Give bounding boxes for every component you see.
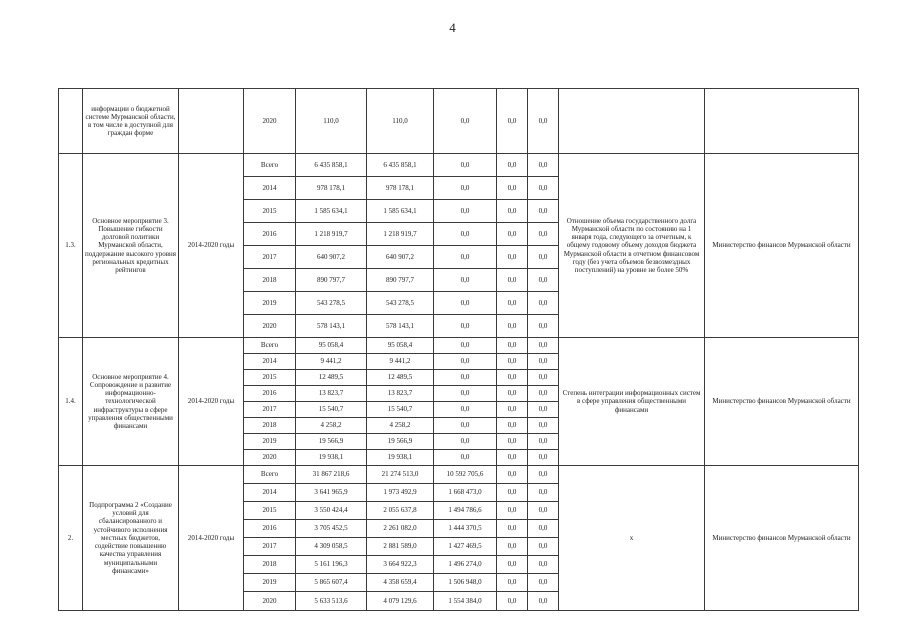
- local-budget-amount: 0,0: [497, 292, 528, 315]
- table-row: [59, 154, 859, 177]
- total-amount: 5 865 607,4: [296, 574, 367, 592]
- year-cell: 2014: [244, 177, 296, 200]
- federal-budget-amount: 1 496 274,0: [434, 556, 497, 574]
- page-number: 4: [449, 20, 456, 35]
- other-sources-amount: 0,0: [528, 466, 559, 484]
- other-sources-amount: 0,0: [528, 450, 559, 466]
- other-sources-amount: 0,0: [528, 315, 559, 338]
- regional-budget-amount: 543 278,5: [367, 292, 434, 315]
- other-sources-amount: 0,0: [528, 354, 559, 370]
- year-cell: 2014: [244, 484, 296, 502]
- federal-budget-amount: 10 592 705,6: [434, 466, 497, 484]
- year-cell: 2018: [244, 418, 296, 434]
- regional-budget-amount: 95 058,4: [367, 338, 434, 354]
- year-cell: 2020: [244, 592, 296, 611]
- federal-budget-amount: 0,0: [434, 450, 497, 466]
- total-amount: 890 797,7: [296, 269, 367, 292]
- period: 2014-2020 годы: [179, 466, 244, 611]
- regional-budget-amount: 2 055 637,8: [367, 502, 434, 520]
- other-sources-amount: 0,0: [528, 370, 559, 386]
- executor: Министерство финансов Мурманской области: [705, 338, 859, 466]
- total-amount: 12 489,5: [296, 370, 367, 386]
- period: 2014-2020 годы: [179, 338, 244, 466]
- year-cell: 2020: [244, 315, 296, 338]
- other-sources-amount: 0,0: [528, 292, 559, 315]
- federal-budget-amount: 0,0: [434, 370, 497, 386]
- continuation-period-cell: [179, 89, 244, 154]
- federal-budget-amount: 0,0: [434, 154, 497, 177]
- regional-budget-amount: 3 664 922,3: [367, 556, 434, 574]
- other-sources-amount: 0,0: [528, 338, 559, 354]
- row-number: 1.4.: [59, 338, 83, 466]
- local-budget-amount: 0,0: [497, 386, 528, 402]
- local-budget-amount: 0,0: [497, 269, 528, 292]
- other-sources-amount: 0,0: [528, 402, 559, 418]
- continuation-num-cell: [59, 89, 83, 154]
- federal-budget-amount: 0,0: [434, 200, 497, 223]
- year-cell: 2018: [244, 269, 296, 292]
- federal-budget-amount: 0,0: [434, 338, 497, 354]
- other-sources-amount: 0,0: [528, 269, 559, 292]
- total-amount: 978 178,1: [296, 177, 367, 200]
- continuation-executor-cell: [705, 89, 859, 154]
- other-sources-amount: 0,0: [528, 386, 559, 402]
- continuation-federal: 0,0: [434, 89, 497, 154]
- total-amount: 13 823,7: [296, 386, 367, 402]
- regional-budget-amount: 978 178,1: [367, 177, 434, 200]
- local-budget-amount: 0,0: [497, 556, 528, 574]
- local-budget-amount: 0,0: [497, 574, 528, 592]
- other-sources-amount: 0,0: [528, 592, 559, 611]
- federal-budget-amount: 0,0: [434, 354, 497, 370]
- local-budget-amount: 0,0: [497, 418, 528, 434]
- year-cell: 2017: [244, 538, 296, 556]
- total-amount: 640 907,2: [296, 246, 367, 269]
- local-budget-amount: 0,0: [497, 200, 528, 223]
- other-sources-amount: 0,0: [528, 246, 559, 269]
- program-table: [58, 88, 859, 611]
- year-cell: Всего: [244, 338, 296, 354]
- local-budget-amount: 0,0: [497, 223, 528, 246]
- federal-budget-amount: 1 554 384,0: [434, 592, 497, 611]
- table-row: [59, 466, 859, 484]
- year-cell: 2016: [244, 520, 296, 538]
- other-sources-amount: 0,0: [528, 484, 559, 502]
- continuation-name: информации о бюджетной системе Мурманской области, в том числе в доступной для граждан форме: [83, 89, 179, 154]
- table-row: [59, 338, 859, 354]
- federal-budget-amount: 1 427 469,5: [434, 538, 497, 556]
- total-amount: 5 633 513,6: [296, 592, 367, 611]
- total-amount: 3 550 424,4: [296, 502, 367, 520]
- row-number: 2.: [59, 466, 83, 611]
- total-amount: 19 938,1: [296, 450, 367, 466]
- total-amount: 1 585 634,1: [296, 200, 367, 223]
- total-amount: 31 867 218,6: [296, 466, 367, 484]
- executor: Министерство финансов Мурманской области: [705, 154, 859, 338]
- period: 2014-2020 годы: [179, 154, 244, 338]
- local-budget-amount: 0,0: [497, 434, 528, 450]
- local-budget-amount: 0,0: [497, 402, 528, 418]
- total-amount: 3 641 965,9: [296, 484, 367, 502]
- regional-budget-amount: 1 585 634,1: [367, 200, 434, 223]
- total-amount: 19 566,9: [296, 434, 367, 450]
- regional-budget-amount: 1 973 492,9: [367, 484, 434, 502]
- local-budget-amount: 0,0: [497, 466, 528, 484]
- activity-name: Основное мероприятие 4. Сопровождение и развитие информационно-технологической инфраструктуры в сфере управления общественными финансами: [83, 338, 179, 466]
- federal-budget-amount: 1 668 473,0: [434, 484, 497, 502]
- regional-budget-amount: 6 435 858,1: [367, 154, 434, 177]
- indicator: х: [559, 466, 705, 611]
- total-amount: 3 705 452,5: [296, 520, 367, 538]
- row-number: 1.3.: [59, 154, 83, 338]
- federal-budget-amount: 0,0: [434, 315, 497, 338]
- local-budget-amount: 0,0: [497, 484, 528, 502]
- year-cell: Всего: [244, 154, 296, 177]
- total-amount: 95 058,4: [296, 338, 367, 354]
- regional-budget-amount: 4 079 129,6: [367, 592, 434, 611]
- federal-budget-amount: 1 494 786,6: [434, 502, 497, 520]
- regional-budget-amount: 19 566,9: [367, 434, 434, 450]
- year-cell: 2018: [244, 556, 296, 574]
- federal-budget-amount: 0,0: [434, 418, 497, 434]
- regional-budget-amount: 640 907,2: [367, 246, 434, 269]
- total-amount: 4 309 058,5: [296, 538, 367, 556]
- year-cell: 2020: [244, 450, 296, 466]
- regional-budget-amount: 12 489,5: [367, 370, 434, 386]
- other-sources-amount: 0,0: [528, 418, 559, 434]
- continuation-year: 2020: [244, 89, 296, 154]
- year-cell: 2017: [244, 402, 296, 418]
- total-amount: 543 278,5: [296, 292, 367, 315]
- other-sources-amount: 0,0: [528, 434, 559, 450]
- executor: Министерство финансов Мурманской области: [705, 466, 859, 611]
- indicator: Отношение объема государственного долга Мурманской области по состоянию на 1 января года, следующего за отчетным, к общему годовому объему доходов бюджета Мурманской области в отчетном финансовом году (без учета объемов безвозмездных поступлений) на уровне не более 50%: [559, 154, 705, 338]
- federal-budget-amount: 0,0: [434, 386, 497, 402]
- year-cell: 2015: [244, 502, 296, 520]
- total-amount: 4 258,2: [296, 418, 367, 434]
- year-cell: Всего: [244, 466, 296, 484]
- federal-budget-amount: 0,0: [434, 223, 497, 246]
- regional-budget-amount: 578 143,1: [367, 315, 434, 338]
- federal-budget-amount: 0,0: [434, 177, 497, 200]
- federal-budget-amount: 0,0: [434, 292, 497, 315]
- federal-budget-amount: 1 444 370,5: [434, 520, 497, 538]
- local-budget-amount: 0,0: [497, 592, 528, 611]
- regional-budget-amount: 4 358 659,4: [367, 574, 434, 592]
- local-budget-amount: 0,0: [497, 338, 528, 354]
- year-cell: 2016: [244, 386, 296, 402]
- regional-budget-amount: 9 441,2: [367, 354, 434, 370]
- regional-budget-amount: 4 258,2: [367, 418, 434, 434]
- other-sources-amount: 0,0: [528, 502, 559, 520]
- regional-budget-amount: 2 261 082,0: [367, 520, 434, 538]
- other-sources-amount: 0,0: [528, 520, 559, 538]
- local-budget-amount: 0,0: [497, 450, 528, 466]
- regional-budget-amount: 21 274 513,0: [367, 466, 434, 484]
- activity-name: Подпрограмма 2 «Создание условий для сбалансированного и устойчивого исполнения местных бюджетов, содействие повышению качества управления муниципальными финансами»: [83, 466, 179, 611]
- year-cell: 2019: [244, 434, 296, 450]
- other-sources-amount: 0,0: [528, 223, 559, 246]
- continuation-row: [59, 89, 859, 154]
- total-amount: 9 441,2: [296, 354, 367, 370]
- other-sources-amount: 0,0: [528, 177, 559, 200]
- other-sources-amount: 0,0: [528, 154, 559, 177]
- regional-budget-amount: 2 881 589,0: [367, 538, 434, 556]
- continuation-total: 110,0: [296, 89, 367, 154]
- continuation-other: 0,0: [528, 89, 559, 154]
- total-amount: 1 218 919,7: [296, 223, 367, 246]
- year-cell: 2019: [244, 292, 296, 315]
- continuation-local: 0,0: [497, 89, 528, 154]
- regional-budget-amount: 890 797,7: [367, 269, 434, 292]
- other-sources-amount: 0,0: [528, 574, 559, 592]
- year-cell: 2015: [244, 370, 296, 386]
- regional-budget-amount: 13 823,7: [367, 386, 434, 402]
- local-budget-amount: 0,0: [497, 502, 528, 520]
- local-budget-amount: 0,0: [497, 370, 528, 386]
- activity-name: Основное мероприятие 3. Повышение гибкости долговой политики Мурманской области, поддержание высокого уровня региональных кредитных рейтингов: [83, 154, 179, 338]
- federal-budget-amount: 0,0: [434, 269, 497, 292]
- regional-budget-amount: 15 540,7: [367, 402, 434, 418]
- other-sources-amount: 0,0: [528, 538, 559, 556]
- total-amount: 578 143,1: [296, 315, 367, 338]
- continuation-regional: 110,0: [367, 89, 434, 154]
- federal-budget-amount: 0,0: [434, 434, 497, 450]
- total-amount: 6 435 858,1: [296, 154, 367, 177]
- year-cell: 2014: [244, 354, 296, 370]
- local-budget-amount: 0,0: [497, 354, 528, 370]
- local-budget-amount: 0,0: [497, 177, 528, 200]
- local-budget-amount: 0,0: [497, 538, 528, 556]
- regional-budget-amount: 1 218 919,7: [367, 223, 434, 246]
- year-cell: 2019: [244, 574, 296, 592]
- federal-budget-amount: 1 506 948,0: [434, 574, 497, 592]
- year-cell: 2016: [244, 223, 296, 246]
- federal-budget-amount: 0,0: [434, 402, 497, 418]
- indicator: Степень интеграции информационных систем в сфере управления общественными финансами: [559, 338, 705, 466]
- federal-budget-amount: 0,0: [434, 246, 497, 269]
- local-budget-amount: 0,0: [497, 315, 528, 338]
- local-budget-amount: 0,0: [497, 520, 528, 538]
- other-sources-amount: 0,0: [528, 200, 559, 223]
- total-amount: 5 161 196,3: [296, 556, 367, 574]
- local-budget-amount: 0,0: [497, 154, 528, 177]
- total-amount: 15 540,7: [296, 402, 367, 418]
- year-cell: 2015: [244, 200, 296, 223]
- continuation-indicator-cell: [559, 89, 705, 154]
- local-budget-amount: 0,0: [497, 246, 528, 269]
- year-cell: 2017: [244, 246, 296, 269]
- other-sources-amount: 0,0: [528, 556, 559, 574]
- regional-budget-amount: 19 938,1: [367, 450, 434, 466]
